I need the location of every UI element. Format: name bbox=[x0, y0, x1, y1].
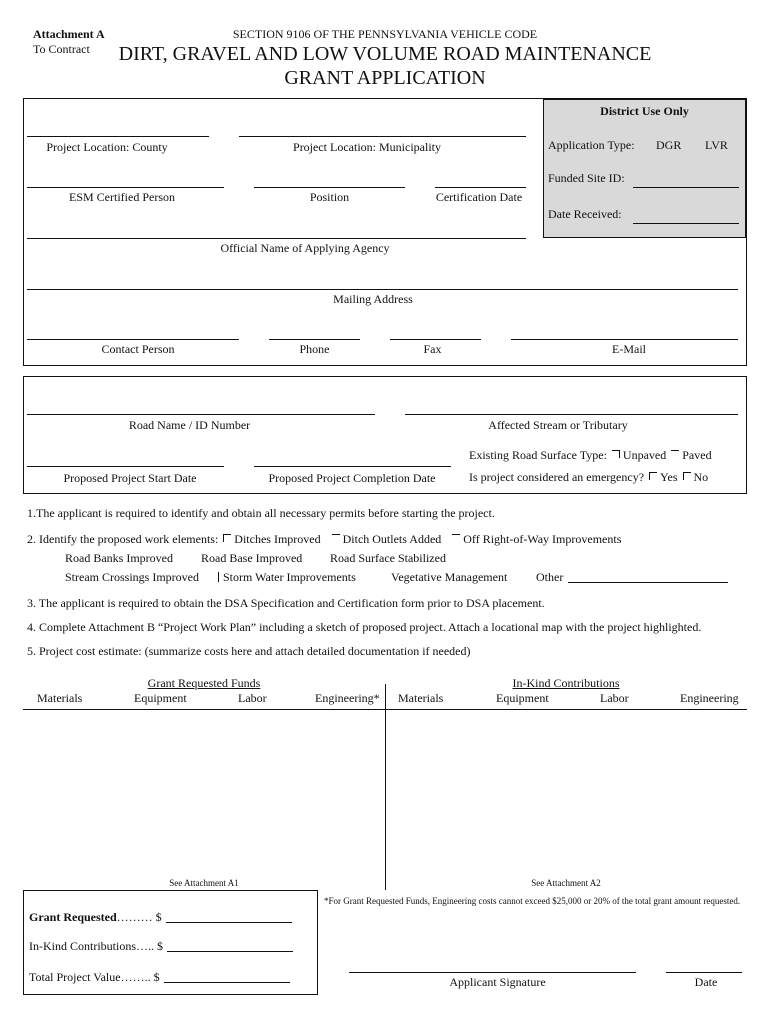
date-received-field[interactable] bbox=[633, 223, 739, 224]
item-2-lead: 2. Identify the proposed work elements: bbox=[27, 532, 219, 546]
emergency-label: Is project considered an emergency? bbox=[469, 470, 645, 484]
grant-col-materials: Materials bbox=[37, 691, 83, 705]
road-surface-label[interactable]: Road Surface Stabilized bbox=[330, 551, 446, 565]
funded-site-field[interactable] bbox=[633, 187, 739, 188]
completion-date-label: Proposed Project Completion Date bbox=[268, 471, 436, 485]
agency-label: Official Name of Applying Agency bbox=[220, 241, 390, 255]
cert-date-label: Certification Date bbox=[435, 190, 523, 204]
off-row-checkbox[interactable] bbox=[452, 534, 460, 535]
stream-crossings-label[interactable]: Stream Crossings Improved bbox=[65, 570, 199, 584]
inkind-col-equipment: Equipment bbox=[496, 691, 549, 705]
option-lvr[interactable]: LVR bbox=[705, 138, 728, 152]
other-field[interactable] bbox=[568, 582, 728, 583]
completion-date-field[interactable] bbox=[254, 466, 451, 467]
no-checkbox[interactable] bbox=[683, 472, 691, 480]
road-banks-label[interactable]: Road Banks Improved bbox=[65, 551, 173, 565]
start-date-label: Proposed Project Start Date bbox=[63, 471, 197, 485]
email-label: E-Mail bbox=[612, 342, 646, 356]
grant-col-labor: Labor bbox=[238, 691, 267, 705]
item-3: 3. The applicant is required to obtain the DSA Specification and Certification form prior to DSA placement. bbox=[27, 596, 545, 610]
contact-label: Contact Person bbox=[101, 342, 175, 356]
signature-date-label: Date bbox=[694, 975, 718, 989]
municipality-label: Project Location: Municipality bbox=[293, 140, 441, 154]
unpaved-checkbox[interactable] bbox=[612, 450, 620, 458]
inkind-col-labor: Labor bbox=[600, 691, 629, 705]
phone-field[interactable] bbox=[269, 339, 360, 340]
county-field[interactable] bbox=[27, 136, 209, 137]
section-heading: SECTION 9106 OF THE PENNSYLVANIA VEHICLE CODE bbox=[232, 27, 538, 41]
total-value-label: Total Project Value…….. $ bbox=[29, 970, 160, 984]
road-name-label: Road Name / ID Number bbox=[128, 418, 251, 432]
funded-site-label: Funded Site ID: bbox=[548, 171, 625, 185]
fax-label: Fax bbox=[423, 342, 442, 356]
see-attachment-a1: See Attachment A1 bbox=[169, 878, 239, 888]
yes-checkbox[interactable] bbox=[649, 472, 657, 480]
vegetative-label[interactable]: Vegetative Management bbox=[391, 570, 508, 584]
grant-col-engineering: Engineering* bbox=[315, 691, 380, 705]
email-field[interactable] bbox=[511, 339, 738, 340]
item-4: 4. Complete Attachment B “Project Work Plan” including a sketch of proposed project. Attach a locational map with the project highlighted. bbox=[27, 620, 702, 634]
engineering-footnote: *For Grant Requested Funds, Engineering costs cannot exceed $25,000 or 20% of the total grant amount requested. bbox=[324, 896, 741, 906]
storm-water-label: Storm Water Improvements bbox=[223, 570, 356, 584]
applicant-signature-field[interactable] bbox=[349, 972, 636, 973]
other-label: Other bbox=[536, 570, 564, 584]
start-date-field[interactable] bbox=[27, 466, 224, 467]
county-label: Project Location: County bbox=[46, 140, 168, 154]
grant-funds-heading: Grant Requested Funds bbox=[147, 676, 261, 690]
grant-requested-field[interactable] bbox=[166, 922, 292, 923]
mailing-label: Mailing Address bbox=[333, 292, 413, 306]
agency-field[interactable] bbox=[27, 238, 526, 239]
signature-date-field[interactable] bbox=[666, 972, 742, 973]
district-use-title: District Use Only bbox=[600, 104, 689, 118]
inkind-total-field[interactable] bbox=[167, 951, 293, 952]
paved-label: Paved bbox=[682, 448, 712, 462]
grant-cost-area[interactable] bbox=[24, 713, 384, 873]
position-field[interactable] bbox=[254, 187, 405, 188]
road-base-label[interactable]: Road Base Improved bbox=[201, 551, 303, 565]
date-received-label: Date Received: bbox=[548, 207, 622, 221]
see-attachment-a2: See Attachment A2 bbox=[531, 878, 601, 888]
mailing-field[interactable] bbox=[27, 289, 738, 290]
fax-field[interactable] bbox=[390, 339, 481, 340]
option-dgr[interactable]: DGR bbox=[656, 138, 682, 152]
storm-water-checkbox[interactable] bbox=[218, 572, 219, 582]
grant-col-equipment: Equipment bbox=[134, 691, 187, 705]
inkind-cost-area[interactable] bbox=[386, 713, 746, 873]
inkind-col-engineering: Engineering bbox=[680, 691, 739, 705]
item-5: 5. Project cost estimate: (summarize costs here and attach detailed documentation if needed) bbox=[27, 644, 471, 658]
ditch-outlets-checkbox[interactable] bbox=[332, 534, 340, 535]
paved-checkbox[interactable] bbox=[671, 450, 679, 451]
applicant-signature-label: Applicant Signature bbox=[449, 975, 546, 989]
stream-field[interactable] bbox=[405, 414, 738, 415]
inkind-total-label: In-Kind Contributions….. $ bbox=[29, 939, 163, 953]
inkind-heading: In-Kind Contributions bbox=[512, 676, 620, 690]
position-label: Position bbox=[309, 190, 350, 204]
application-type-label: Application Type: bbox=[548, 138, 635, 152]
esm-person-field[interactable] bbox=[27, 187, 224, 188]
ditch-outlets-label: Ditch Outlets Added bbox=[342, 532, 442, 546]
form-title-line1: DIRT, GRAVEL AND LOW VOLUME ROAD MAINTENANCE bbox=[118, 43, 652, 65]
total-value-field[interactable] bbox=[164, 982, 290, 983]
municipality-field[interactable] bbox=[239, 136, 526, 137]
road-name-field[interactable] bbox=[27, 414, 375, 415]
surface-type-label: Existing Road Surface Type: bbox=[469, 448, 607, 462]
ditches-checkbox[interactable] bbox=[223, 534, 231, 542]
attachment-label: Attachment A bbox=[33, 27, 105, 41]
off-row-label: Off Right-of-Way Improvements bbox=[463, 532, 622, 546]
unpaved-label: Unpaved bbox=[622, 448, 667, 462]
item-1: 1.The applicant is required to identify and obtain all necessary permits before starting the project. bbox=[27, 506, 495, 520]
form-title-line2: GRANT APPLICATION bbox=[284, 67, 486, 89]
esm-person-label: ESM Certified Person bbox=[69, 190, 175, 204]
contact-field[interactable] bbox=[27, 339, 239, 340]
to-contract-label: To Contract bbox=[33, 42, 90, 56]
stream-label: Affected Stream or Tributary bbox=[488, 418, 628, 432]
phone-label: Phone bbox=[299, 342, 330, 356]
no-label: No bbox=[693, 470, 709, 484]
yes-label: Yes bbox=[660, 470, 678, 484]
grant-requested-dots: ……… $ bbox=[116, 910, 162, 924]
inkind-col-materials: Materials bbox=[398, 691, 444, 705]
cert-date-field[interactable] bbox=[435, 187, 526, 188]
ditches-label: Ditches Improved bbox=[234, 532, 321, 546]
grant-requested-label: Grant Requested bbox=[29, 910, 117, 924]
